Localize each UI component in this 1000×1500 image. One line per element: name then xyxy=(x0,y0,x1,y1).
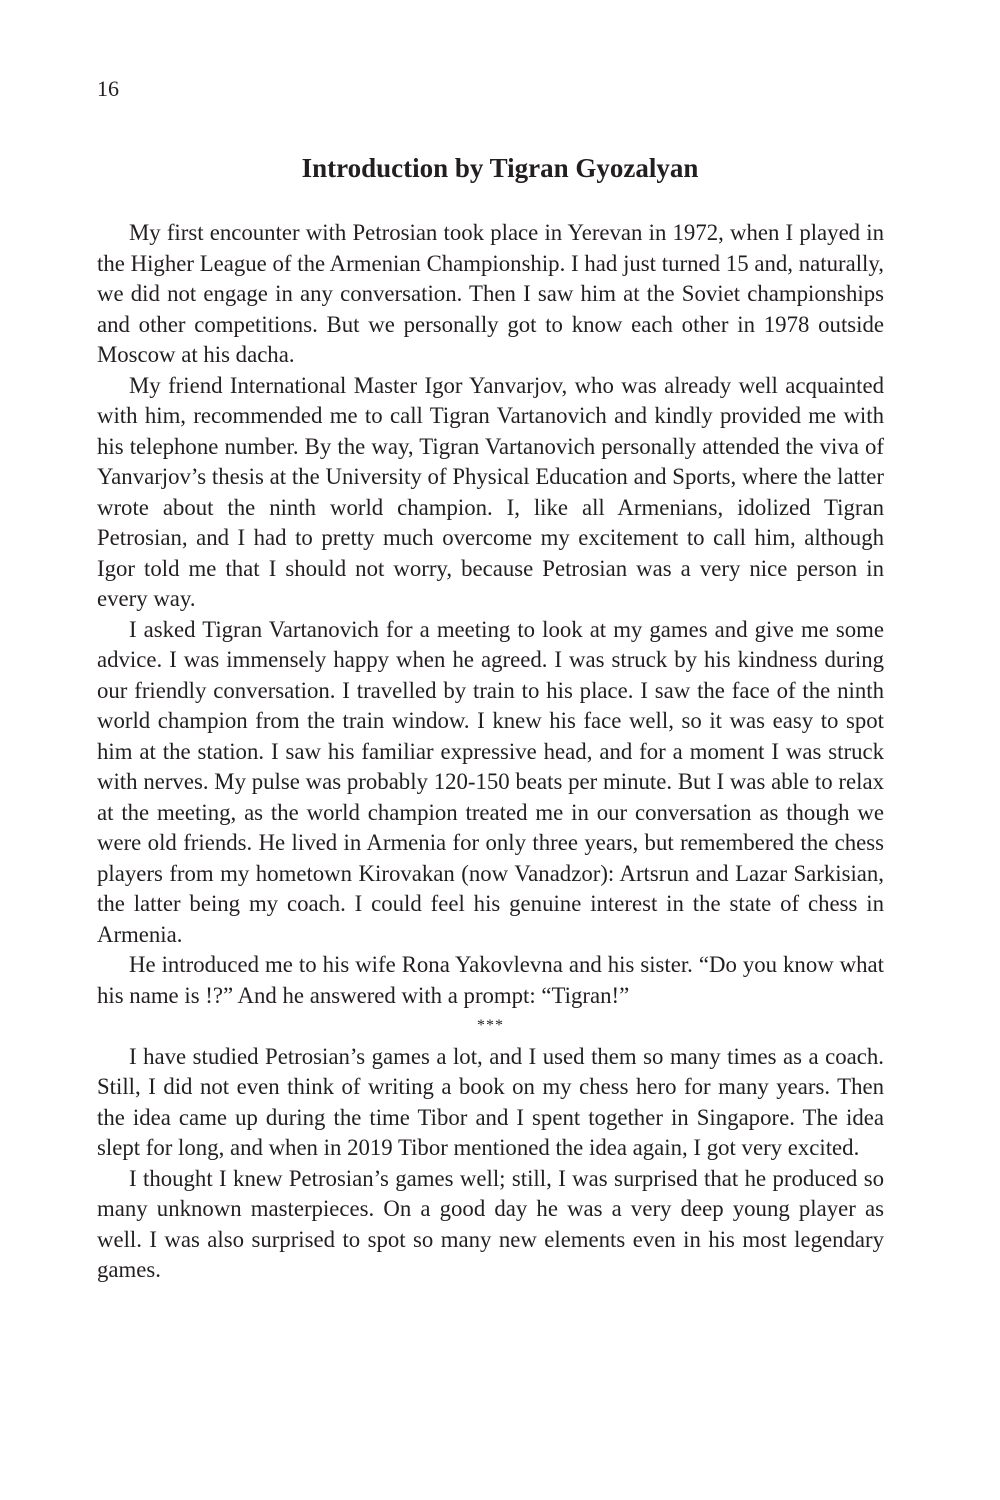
paragraph: My friend International Master Igor Yanvarjov, who was already well acquainted with him, recommended me to call Tigran Vartanovich and kindly provided me with his telephone number. By the way, Tigran Vartanovich personally attended the viva of Yanvarjov’s thesis at the University of Physical Education and Sports, where the latter wrote about the ninth world champion. I, like all Armenians, idolized Tigran Petrosian, and I had to pretty much overcome my excitement to call him, although Igor told me that I should not worry, because Petrosian was a very nice person in every way. xyxy=(97,372,884,611)
paragraph: He introduced me to his wife Rona Yakovlevna and his sister. “Do you know what his name is !?” And he answered with a prompt: “Tigran!” xyxy=(97,952,884,1008)
paragraph: I thought I knew Petrosian’s games well; still, I was surprised that he produced so many unknown masterpieces. On a good day he was a very deep young player as well. I was also surprised to spot so many new elements even in his most legendary games. xyxy=(97,1165,884,1282)
paragraph: I asked Tigran Vartanovich for a meeting to look at my games and give me some advice. I was immensely happy when he agreed. I was struck by his kindness during our friendly conversation. I travelled by train to his place. I saw the face of the ninth world champion from the train window. I knew his face well, so it was easy to spot him at the station. I saw his familiar expressive head, and for a moment I was struck with nerves. My pulse was probably 120-150 beats per minute. But I was able to relax at the meeting, as the world champion treated me in our conversation as though we were old friends. He lived in Armenia for only three years, but remembered the chess players from my hometown Kirovakan (now Vanadzor): Artsrun and Lazar Sarkisian, the latter being my coach. I could feel his genuine interest in the state of chess in Armenia. xyxy=(97,616,884,947)
paragraph: My first encounter with Petrosian took place in Yerevan in 1972, when I played in the Higher League of the Armenian Championship. I had just turned 15 and, naturally, we did not engage in any conversation. Then I saw him at the Soviet championships and other competitions. But we personally got to know each other in 1978 outside Moscow at his dacha. xyxy=(97,220,884,367)
section-break: *** xyxy=(477,1017,504,1034)
chapter-title: Introduction by Tigran Gyozalyan xyxy=(301,153,699,183)
page-number: 16 xyxy=(97,76,119,101)
body-text xyxy=(97,218,884,1286)
paragraph: I have studied Petrosian’s games a lot, and I used them so many times as a coach. Still, I did not even think of writing a book on my chess hero for many years. Then the idea came up during the time Tibor and I spent together in Singapore. The idea slept for long, and when in 2019 Tibor mentioned the idea again, I got very excited. xyxy=(97,1043,884,1160)
